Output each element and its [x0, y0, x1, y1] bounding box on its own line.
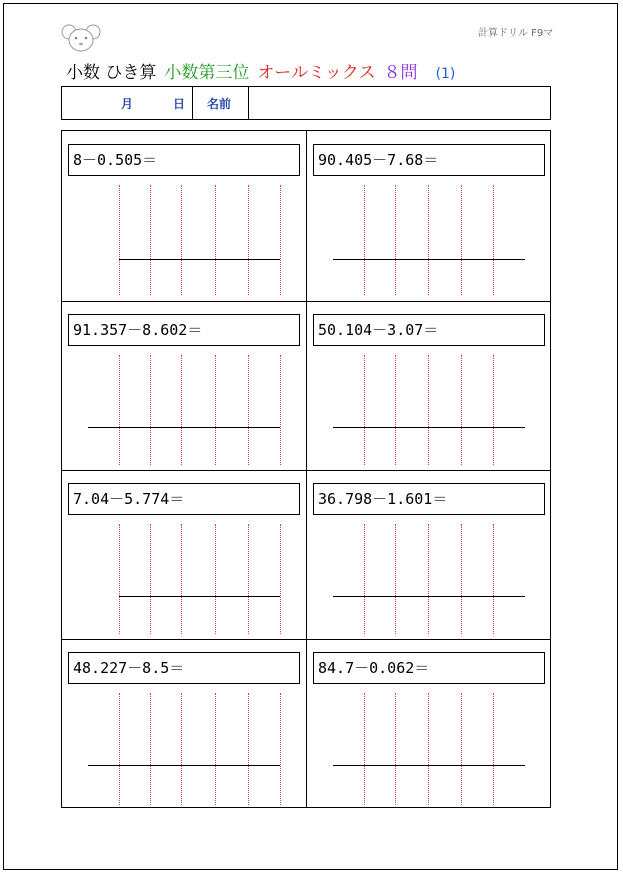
guide-line	[150, 524, 151, 634]
answer-line	[119, 596, 280, 597]
month-label: 月	[121, 97, 134, 111]
guide-line	[150, 355, 151, 465]
guide-line	[248, 185, 249, 295]
problem-grid	[61, 130, 551, 808]
guide-line	[461, 355, 462, 465]
guide-line	[493, 355, 494, 465]
guide-line	[280, 355, 281, 465]
guide-line	[119, 185, 120, 295]
answer-line	[333, 596, 525, 597]
guide-line	[280, 185, 281, 295]
answer-line	[333, 765, 525, 766]
guide-line	[395, 524, 396, 634]
title-mix: オールミックス	[257, 63, 376, 83]
guide-line	[364, 524, 365, 634]
problem-text: 36.798－1.601＝	[313, 483, 545, 515]
guide-line	[395, 185, 396, 295]
guide-line	[461, 185, 462, 295]
title-sheet-number: (1)	[435, 66, 456, 82]
guide-line	[364, 693, 365, 805]
problem-cell	[62, 639, 306, 808]
guide-line	[428, 355, 429, 465]
title-topic: 小数 ひき算	[66, 63, 157, 83]
guide-line	[215, 185, 216, 295]
divider	[192, 87, 193, 119]
answer-line	[119, 259, 280, 260]
guide-line	[215, 524, 216, 634]
problem-cell	[62, 470, 306, 639]
guide-line	[428, 185, 429, 295]
guide-line	[280, 693, 281, 805]
guide-line	[181, 185, 182, 295]
mouse-logo-icon	[61, 23, 101, 53]
guide-line	[280, 524, 281, 634]
title-count: ８問	[383, 63, 418, 83]
title-level: 小数第三位	[164, 63, 250, 83]
guide-line	[150, 693, 151, 805]
guide-line	[395, 693, 396, 805]
guide-line	[150, 185, 151, 295]
name-date-row	[61, 86, 551, 120]
problem-text: 91.357－8.602＝	[68, 314, 300, 346]
guide-line	[248, 524, 249, 634]
guide-line	[248, 693, 249, 805]
guide-line	[181, 693, 182, 805]
problem-text: 7.04－5.774＝	[68, 483, 300, 515]
guide-line	[461, 693, 462, 805]
problem-cell	[307, 470, 551, 639]
problem-text: 8－0.505＝	[68, 144, 300, 176]
divider	[248, 87, 249, 119]
guide-line	[364, 355, 365, 465]
guide-line	[119, 355, 120, 465]
guide-line	[215, 693, 216, 805]
guide-line	[119, 693, 120, 805]
guide-line	[428, 693, 429, 805]
header-note: 計算ドリル F9マ	[478, 28, 554, 39]
name-label: 名前	[207, 97, 232, 111]
guide-line	[428, 524, 429, 634]
guide-line	[181, 355, 182, 465]
answer-line	[88, 427, 280, 428]
guide-line	[364, 185, 365, 295]
problem-text: 90.405－7.68＝	[313, 144, 545, 176]
guide-line	[181, 524, 182, 634]
answer-line	[88, 765, 280, 766]
problem-text: 48.227－8.5＝	[68, 652, 300, 684]
guide-line	[215, 355, 216, 465]
guide-line	[248, 355, 249, 465]
guide-line	[461, 524, 462, 634]
guide-line	[493, 693, 494, 805]
answer-line	[333, 259, 525, 260]
guide-line	[493, 524, 494, 634]
guide-line	[395, 355, 396, 465]
worksheet-title	[66, 58, 463, 83]
problem-cell	[307, 131, 551, 300]
answer-line	[333, 427, 525, 428]
problem-cell	[307, 639, 551, 808]
guide-line	[493, 185, 494, 295]
problem-cell	[307, 301, 551, 470]
problem-text: 50.104－3.07＝	[313, 314, 545, 346]
guide-line	[119, 524, 120, 634]
problem-cell	[62, 131, 306, 300]
day-label: 日	[173, 97, 186, 111]
problem-text: 84.7－0.062＝	[313, 652, 545, 684]
problem-cell	[62, 301, 306, 470]
